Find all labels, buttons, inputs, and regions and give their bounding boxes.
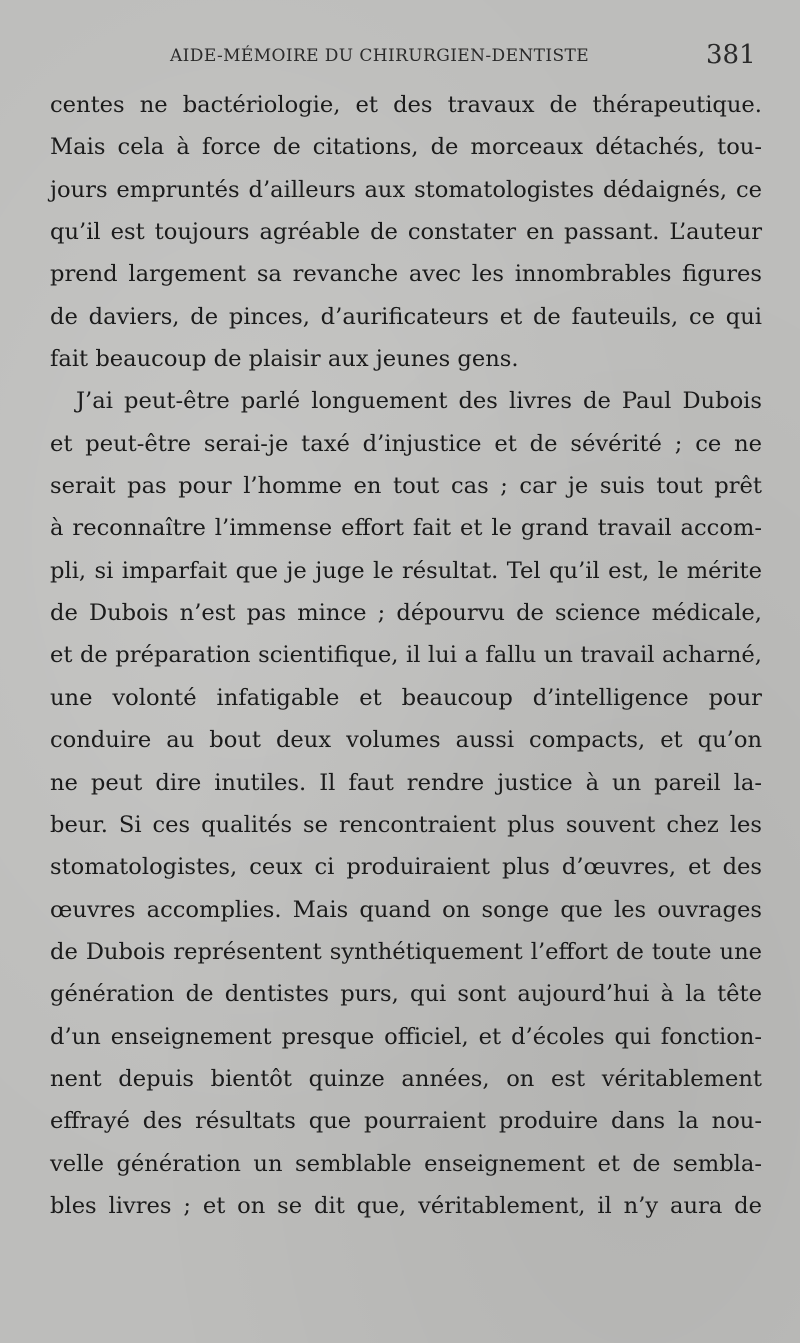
text-line: conduire au bout deux volumes aussi compacts, et qu’on [50, 727, 762, 754]
text-line: œuvres accomplies. Mais quand on songe que les ouvrages [50, 896, 762, 923]
text-line: centes ne bactériologie, et des travaux de thérapeutique. [50, 92, 762, 118]
text-line: et de préparation scientifique, il lui a fallu un travail acharné, [50, 642, 762, 669]
body-text [50, 84, 762, 1227]
text-line: qu’il est toujours agréable de constater en passant. L’auteur [50, 219, 762, 246]
running-title: AIDE-MÉMOIRE DU CHIRURGIEN-DENTISTE [170, 46, 590, 66]
text-line: fait beaucoup de plaisir aux jeunes gens. [50, 346, 519, 373]
text-line: à reconnaître l’immense effort fait et le grand travail accom- [50, 515, 762, 542]
text-line: et peut-être serai-je taxé d’injustice et de sévérité ; ce ne [50, 430, 762, 457]
text-line: prend largement sa revanche avec les innombrables figures [50, 261, 762, 288]
page-number: 381 [706, 40, 756, 70]
text-line: de Dubois représentent synthétiquement l’effort de toute une [50, 938, 762, 965]
text-line: bles livres ; et on se dit que, véritablement, il n’y aura de [50, 1192, 762, 1219]
text-line: beur. Si ces qualités se rencontraient plus souvent chez les [50, 811, 762, 838]
text-line: génération de dentistes purs, qui sont aujourd’hui à la tête [50, 981, 762, 1008]
text-line: une volonté infatigable et beaucoup d’intelligence pour [50, 684, 762, 711]
text-line: J’ai peut-être parlé longuement des livres de Paul Dubois [76, 388, 762, 415]
text-line: Mais cela à force de citations, de morceaux détachés, tou- [50, 134, 762, 161]
text-line: stomatologistes, ceux ci produiraient plus d’œuvres, et des [50, 854, 762, 881]
text-line: effrayé des résultats que pourraient produire dans la nou- [50, 1108, 762, 1135]
text-line: ne peut dire inutiles. Il faut rendre justice à un pareil la- [50, 769, 762, 796]
text-line: jours empruntés d’ailleurs aux stomatologistes dédaignés, ce [50, 176, 762, 203]
text-line: d’un enseignement presque officiel, et d’écoles qui fonction- [50, 1023, 762, 1050]
text-line: de daviers, de pinces, d’aurificateurs et de fauteuils, ce qui [50, 303, 762, 330]
text-line: serait pas pour l’homme en tout cas ; car je suis tout prêt [50, 473, 762, 500]
text-line: de Dubois n’est pas mince ; dépourvu de science médicale, [50, 600, 762, 627]
text-line: nent depuis bientôt quinze années, on est véritablement [50, 1065, 762, 1092]
text-line: pli, si imparfait que je juge le résultat. Tel qu’il est, le mérite [50, 557, 762, 584]
text-line: velle génération un semblable enseignement et de sembla- [50, 1150, 762, 1177]
